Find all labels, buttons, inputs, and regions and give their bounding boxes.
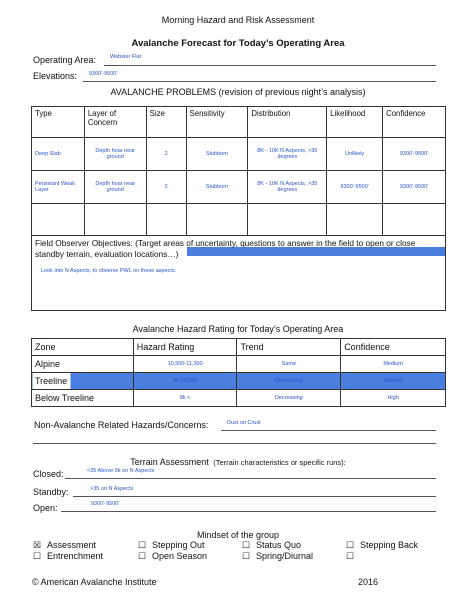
layer-cell[interactable] xyxy=(84,204,146,236)
hazard-rating-cell[interactable]: 8k < xyxy=(133,390,237,407)
problem-type-cell[interactable] xyxy=(32,204,85,236)
checkbox-icon[interactable]: ☐ xyxy=(138,551,147,561)
avalanche-problems-table xyxy=(31,106,446,236)
problems-heading: AVALANCHE PROBLEMS (revision of previous night’s analysis) xyxy=(110,87,366,97)
mindset-options xyxy=(33,540,453,562)
hazard-title: Avalanche Hazard Rating for Today’s Operating Area xyxy=(132,324,344,334)
size-cell[interactable]: 2 xyxy=(146,138,186,171)
table-row xyxy=(32,204,446,236)
standby-value: >35 on N Aspects xyxy=(90,486,134,492)
terrain-title: Terrain Assessment xyxy=(130,457,209,467)
mindset-option[interactable] xyxy=(138,551,207,562)
document-title: Morning Hazard and Risk Assessment xyxy=(161,15,315,25)
column-header: Confidence xyxy=(341,339,446,356)
size-cell[interactable] xyxy=(146,204,186,236)
checkbox-icon[interactable]: ☐ xyxy=(242,551,251,561)
hazard-rating-cell[interactable]: 10,500-11,300 xyxy=(133,356,237,373)
size-cell[interactable]: 2 xyxy=(146,171,186,204)
hazard-rating-table xyxy=(31,338,446,407)
mindset-option-label: Open Season xyxy=(152,551,208,561)
standby-label: Standby: xyxy=(33,487,69,497)
terrain-subtitle: (Terrain characteristics or specific runs): xyxy=(213,458,346,467)
closed-value: <35 Above 9k on N Aspects xyxy=(87,468,155,474)
closed-label: Closed: xyxy=(33,469,64,479)
closed-row xyxy=(33,467,436,481)
mindset-option[interactable] xyxy=(33,540,96,551)
closed-field[interactable] xyxy=(65,467,436,479)
column-header: Size xyxy=(146,107,186,138)
checkbox-icon[interactable]: ☐ xyxy=(242,540,251,550)
column-header: Sensitivity xyxy=(186,107,248,138)
mindset-option-label: Status Quo xyxy=(256,540,302,550)
table-row xyxy=(32,356,446,373)
zone-cell: Alpine xyxy=(32,356,134,373)
trend-cell[interactable]: Same xyxy=(237,356,341,373)
distribution-cell[interactable]: 8K - 10K N Aspects, >35 degrees xyxy=(248,171,327,204)
elevations-field[interactable] xyxy=(83,69,436,82)
sensitivity-cell[interactable]: Stubborn xyxy=(186,171,248,204)
checkbox-icon[interactable]: ☐ xyxy=(346,551,355,561)
operating-area-value: Webster Flat xyxy=(110,54,142,60)
field-observer-description: (Target areas of uncertainty, questions to answer in the field to open or close standby terrain, evaluation locations…) xyxy=(35,238,416,259)
standby-row xyxy=(33,485,436,499)
footer-copyright: © American Avalanche Institute xyxy=(32,577,157,587)
elevations-value: 9300'-9500' xyxy=(89,71,118,77)
column-header: Likelihood xyxy=(327,107,383,138)
problem-type-cell[interactable]: Deep Slab xyxy=(32,138,85,171)
non-avalanche-field[interactable] xyxy=(221,419,436,431)
elevations-label: Elevations: xyxy=(33,71,78,81)
table-row xyxy=(32,138,446,171)
non-avalanche-row xyxy=(31,419,436,433)
sensitivity-cell[interactable]: Stubborn xyxy=(186,138,248,171)
column-header: Zone xyxy=(32,339,134,356)
layer-cell[interactable]: Depth hoar near ground xyxy=(84,171,146,204)
confidence-cell[interactable]: 9300'-9500' xyxy=(383,138,446,171)
hazard-rating-cell[interactable]: 8k-10,500 xyxy=(133,373,237,390)
open-field[interactable] xyxy=(61,500,436,512)
table-row xyxy=(32,373,446,390)
distribution-cell[interactable] xyxy=(248,204,327,236)
column-header: Type xyxy=(32,107,85,138)
confidence-cell[interactable]: Medium xyxy=(341,373,446,390)
layer-cell[interactable]: Depth hoar near ground xyxy=(84,138,146,171)
confidence-cell[interactable]: High xyxy=(341,390,446,407)
table-header-row xyxy=(32,107,446,138)
non-avalanche-label: Non-Avalanche Related Hazards/Concerns: xyxy=(34,420,209,430)
open-row xyxy=(33,500,436,514)
mindset-option-label: Entrenchment xyxy=(47,551,104,561)
mindset-option[interactable] xyxy=(346,551,360,562)
checkbox-icon[interactable]: ☐ xyxy=(138,540,147,550)
field-observer-box[interactable] xyxy=(31,236,446,311)
zone-cell: Below Treeline xyxy=(32,390,134,407)
mindset-option[interactable] xyxy=(242,551,313,562)
footer-year: 2016 xyxy=(358,577,379,587)
mindset-option-label: Spring/Diurnal xyxy=(256,551,314,561)
column-header: Layer of Concern xyxy=(84,107,146,138)
open-value: 9300'-9500' xyxy=(91,501,120,507)
field-observer-value: Look into N Aspects, to observe PWL on these aspects. xyxy=(41,268,177,274)
table-row xyxy=(32,390,446,407)
column-header: Hazard Rating xyxy=(133,339,237,356)
mindset-option-label: Stepping Back xyxy=(360,540,419,550)
operating-area-row xyxy=(33,53,436,67)
checkbox-icon[interactable]: ☐ xyxy=(346,540,355,550)
confidence-cell[interactable] xyxy=(383,204,446,236)
likelihood-cell[interactable]: Unlikely xyxy=(327,138,383,171)
zone-cell: Treeline xyxy=(32,373,134,390)
confidence-cell[interactable]: 9300'-9500' xyxy=(383,171,446,204)
trend-cell[interactable]: Decreasing xyxy=(237,390,341,407)
column-header: Confidence xyxy=(383,107,446,138)
operating-area-label: Operating Area: xyxy=(33,55,97,65)
operating-area-field[interactable] xyxy=(104,53,436,66)
sensitivity-cell[interactable] xyxy=(186,204,248,236)
column-header: Trend xyxy=(237,339,341,356)
distribution-cell[interactable]: 8K - 10K N Aspects, >35 degrees xyxy=(248,138,327,171)
forecast-title: Avalanche Forecast for Today’s Operating Area xyxy=(131,38,345,49)
mindset-option[interactable] xyxy=(346,540,418,551)
mindset-option-label: Assessment xyxy=(47,540,97,550)
likelihood-cell[interactable] xyxy=(327,204,383,236)
trend-cell[interactable]: Decreasing xyxy=(237,373,341,390)
non-avalanche-value: Dust on Crust xyxy=(227,420,261,426)
column-header: Distribution xyxy=(248,107,327,138)
field-observer-text xyxy=(35,238,440,259)
checkbox-icon[interactable]: ☐ xyxy=(33,551,42,561)
mindset-title: Mindset of the group xyxy=(196,530,280,540)
mindset-option[interactable] xyxy=(33,551,103,562)
field-observer-label: Field Observer Objectives: xyxy=(35,238,133,248)
standby-field[interactable] xyxy=(73,485,436,497)
elevations-row xyxy=(33,69,436,83)
mindset-option[interactable] xyxy=(138,540,205,551)
table-header-row xyxy=(32,339,446,356)
non-avalanche-extra-line[interactable] xyxy=(33,433,436,444)
problem-type-cell[interactable]: Persistant Weak Layer xyxy=(32,171,85,204)
mindset-option[interactable] xyxy=(242,540,301,551)
likelihood-cell[interactable]: 9300'-9500' xyxy=(327,171,383,204)
confidence-cell[interactable]: Medium xyxy=(341,356,446,373)
open-label: Open: xyxy=(33,503,58,513)
mindset-option-label: Stepping Out xyxy=(152,540,205,550)
checked-checkbox-icon[interactable]: ☒ xyxy=(33,540,42,550)
table-row xyxy=(32,171,446,204)
